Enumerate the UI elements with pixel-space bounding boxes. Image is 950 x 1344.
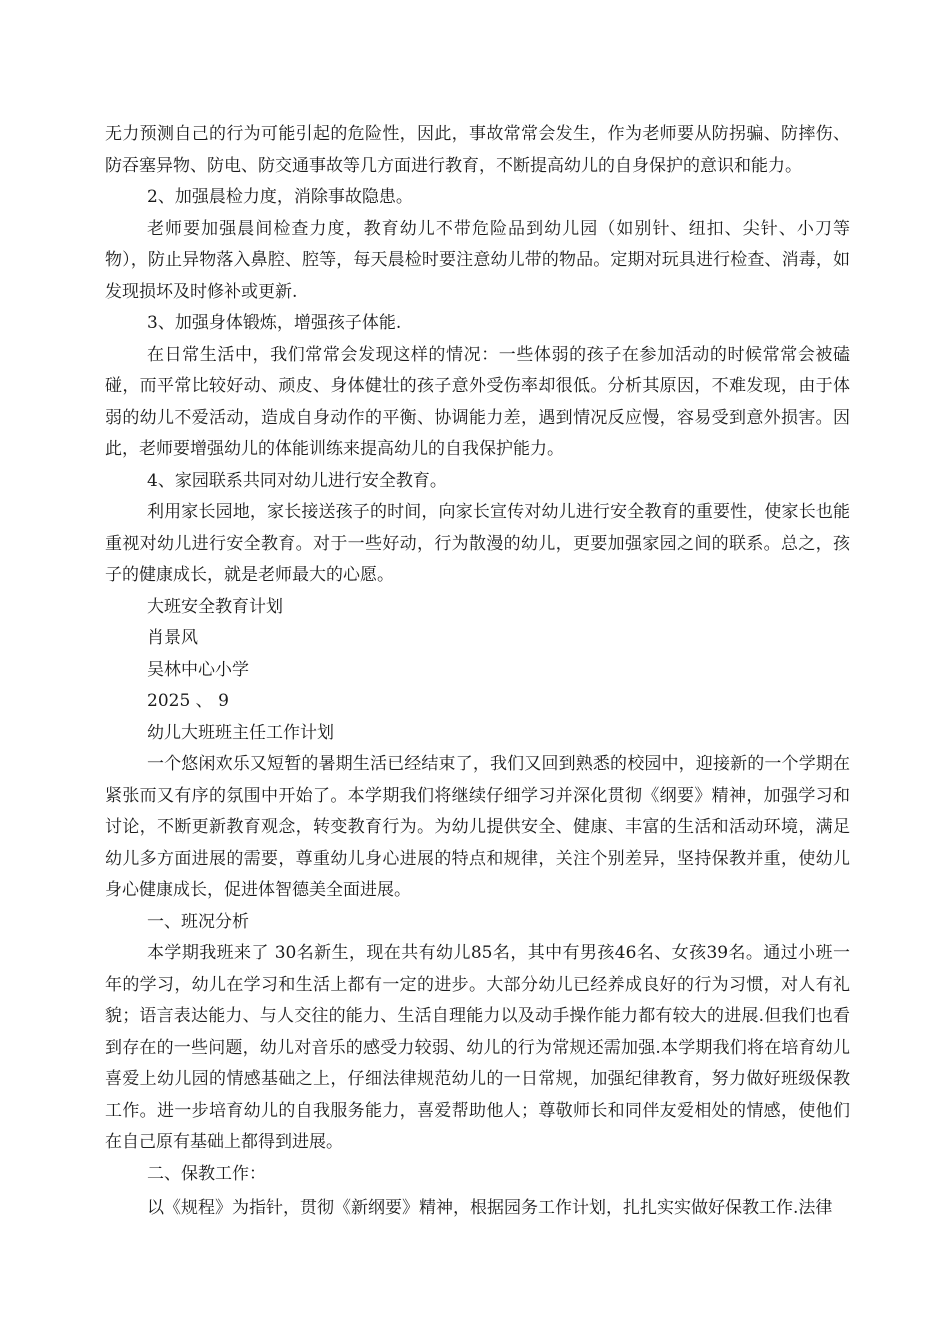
section-heading: 一、班况分析 xyxy=(147,911,249,932)
paragraph: 在日常生活中，我们常常会发现这样的情况：一些体弱的孩子在参加活动的时候常常会被磕碰，而平常比较好动、顽皮、身体健壮的孩子意外受伤率却很低。分析其原因，不难发现，由于体弱的幼儿不爱活动，造成自身动作的平衡、协调能力差，遇到情况反应慢，容易受到意外损害。因此，老师要增强幼儿的体能训练来提高幼儿的自我保护能力。 xyxy=(105,344,850,459)
plan-title: 大班安全教育计划 xyxy=(147,596,283,617)
document-page xyxy=(105,119,850,1225)
author-name: 肖景风 xyxy=(147,628,198,648)
paragraph: 一个悠闲欢乐又短暂的暑期生活已经结束了，我们又回到熟悉的校园中，迎接新的一个学期在紧张而又有序的氛围中开始了。本学期我们将继续仔细学习并深化贯彻《纲要》精神，加强学习和讨论，不断更新教育观念，转变教育行为。为幼儿提供安全、健康、丰富的生活和活动环境，满足幼儿多方面进展的需要，尊重幼儿身心进展的特点和规律，关注个别差异，坚持保教并重，使幼儿身心健康成长，促进体智德美全面进展。 xyxy=(105,754,850,900)
paragraph: 以《规程》为指针，贯彻《新纲要》精神，根据园务工作计划，扎扎实实做好保教工作.法律 xyxy=(147,1198,833,1218)
paragraph: 老师要加强晨间检查力度，教育幼儿不带危险品到幼儿园（如别针、纽扣、尖针、小刀等物），防止异物落入鼻腔、腔等，每天晨检时要注意幼儿带的物品。定期对玩具进行检查、消毒，如发现损坏及时修补或更新. xyxy=(105,218,850,302)
section-heading: 2、加强晨检力度，消除事故隐患。 xyxy=(147,187,413,207)
section-heading: 4、家园联系共同对幼儿进行安全教育。 xyxy=(147,470,447,491)
document-title: 幼儿大班班主任工作计划 xyxy=(147,722,334,743)
paragraph: 本学期我班来了 30名新生，现在共有幼儿85名，其中有男孩46名、女孩39名。通过小班一年的学习，幼儿在学习和生活上都有一定的进步。大部分幼儿已经养成良好的行为习惯，对人有礼貌；语言表达能力、与人交往的能力、生活自理能力以及动手操作能力都有较大的进展.但我们也看到存在的一些问题，幼儿对音乐的感受力较弱、幼儿的行为常规还需加强.本学期我们将在培育幼儿喜爱上幼儿园的情感基础之上，仔细法律规范幼儿的一日常规，加强纪律教育，努力做好班级保教工作。进一步培育幼儿的自我服务能力，喜爱帮助他人；尊敬师长和同伴友爱相处的情感，使他们在自己原有基础上都得到进展。 xyxy=(105,943,850,1152)
document-date: 2025 、 9 xyxy=(147,691,229,711)
section-heading: 3、加强身体锻炼，增强孩子体能. xyxy=(147,313,402,333)
section-heading: 二、保教工作： xyxy=(147,1163,266,1184)
paragraph: 利用家长园地，家长接送孩子的时间，向家长宣传对幼儿进行安全教育的重要性，使家长也能重视对幼儿进行安全教育。对于一些好动，行为散漫的幼儿，更要加强家园之间的联系。总之，孩子的健康成长，就是老师最大的心愿。 xyxy=(105,502,850,585)
school-name: 吴林中心小学 xyxy=(147,659,249,680)
paragraph: 无力预测自己的行为可能引起的危险性，因此，事故常常会发生，作为老师要从防拐骗、防摔伤、防吞塞异物、防电、防交通事故等几方面进行教育，不断提高幼儿的自身保护的意识和能力。 xyxy=(105,124,850,176)
